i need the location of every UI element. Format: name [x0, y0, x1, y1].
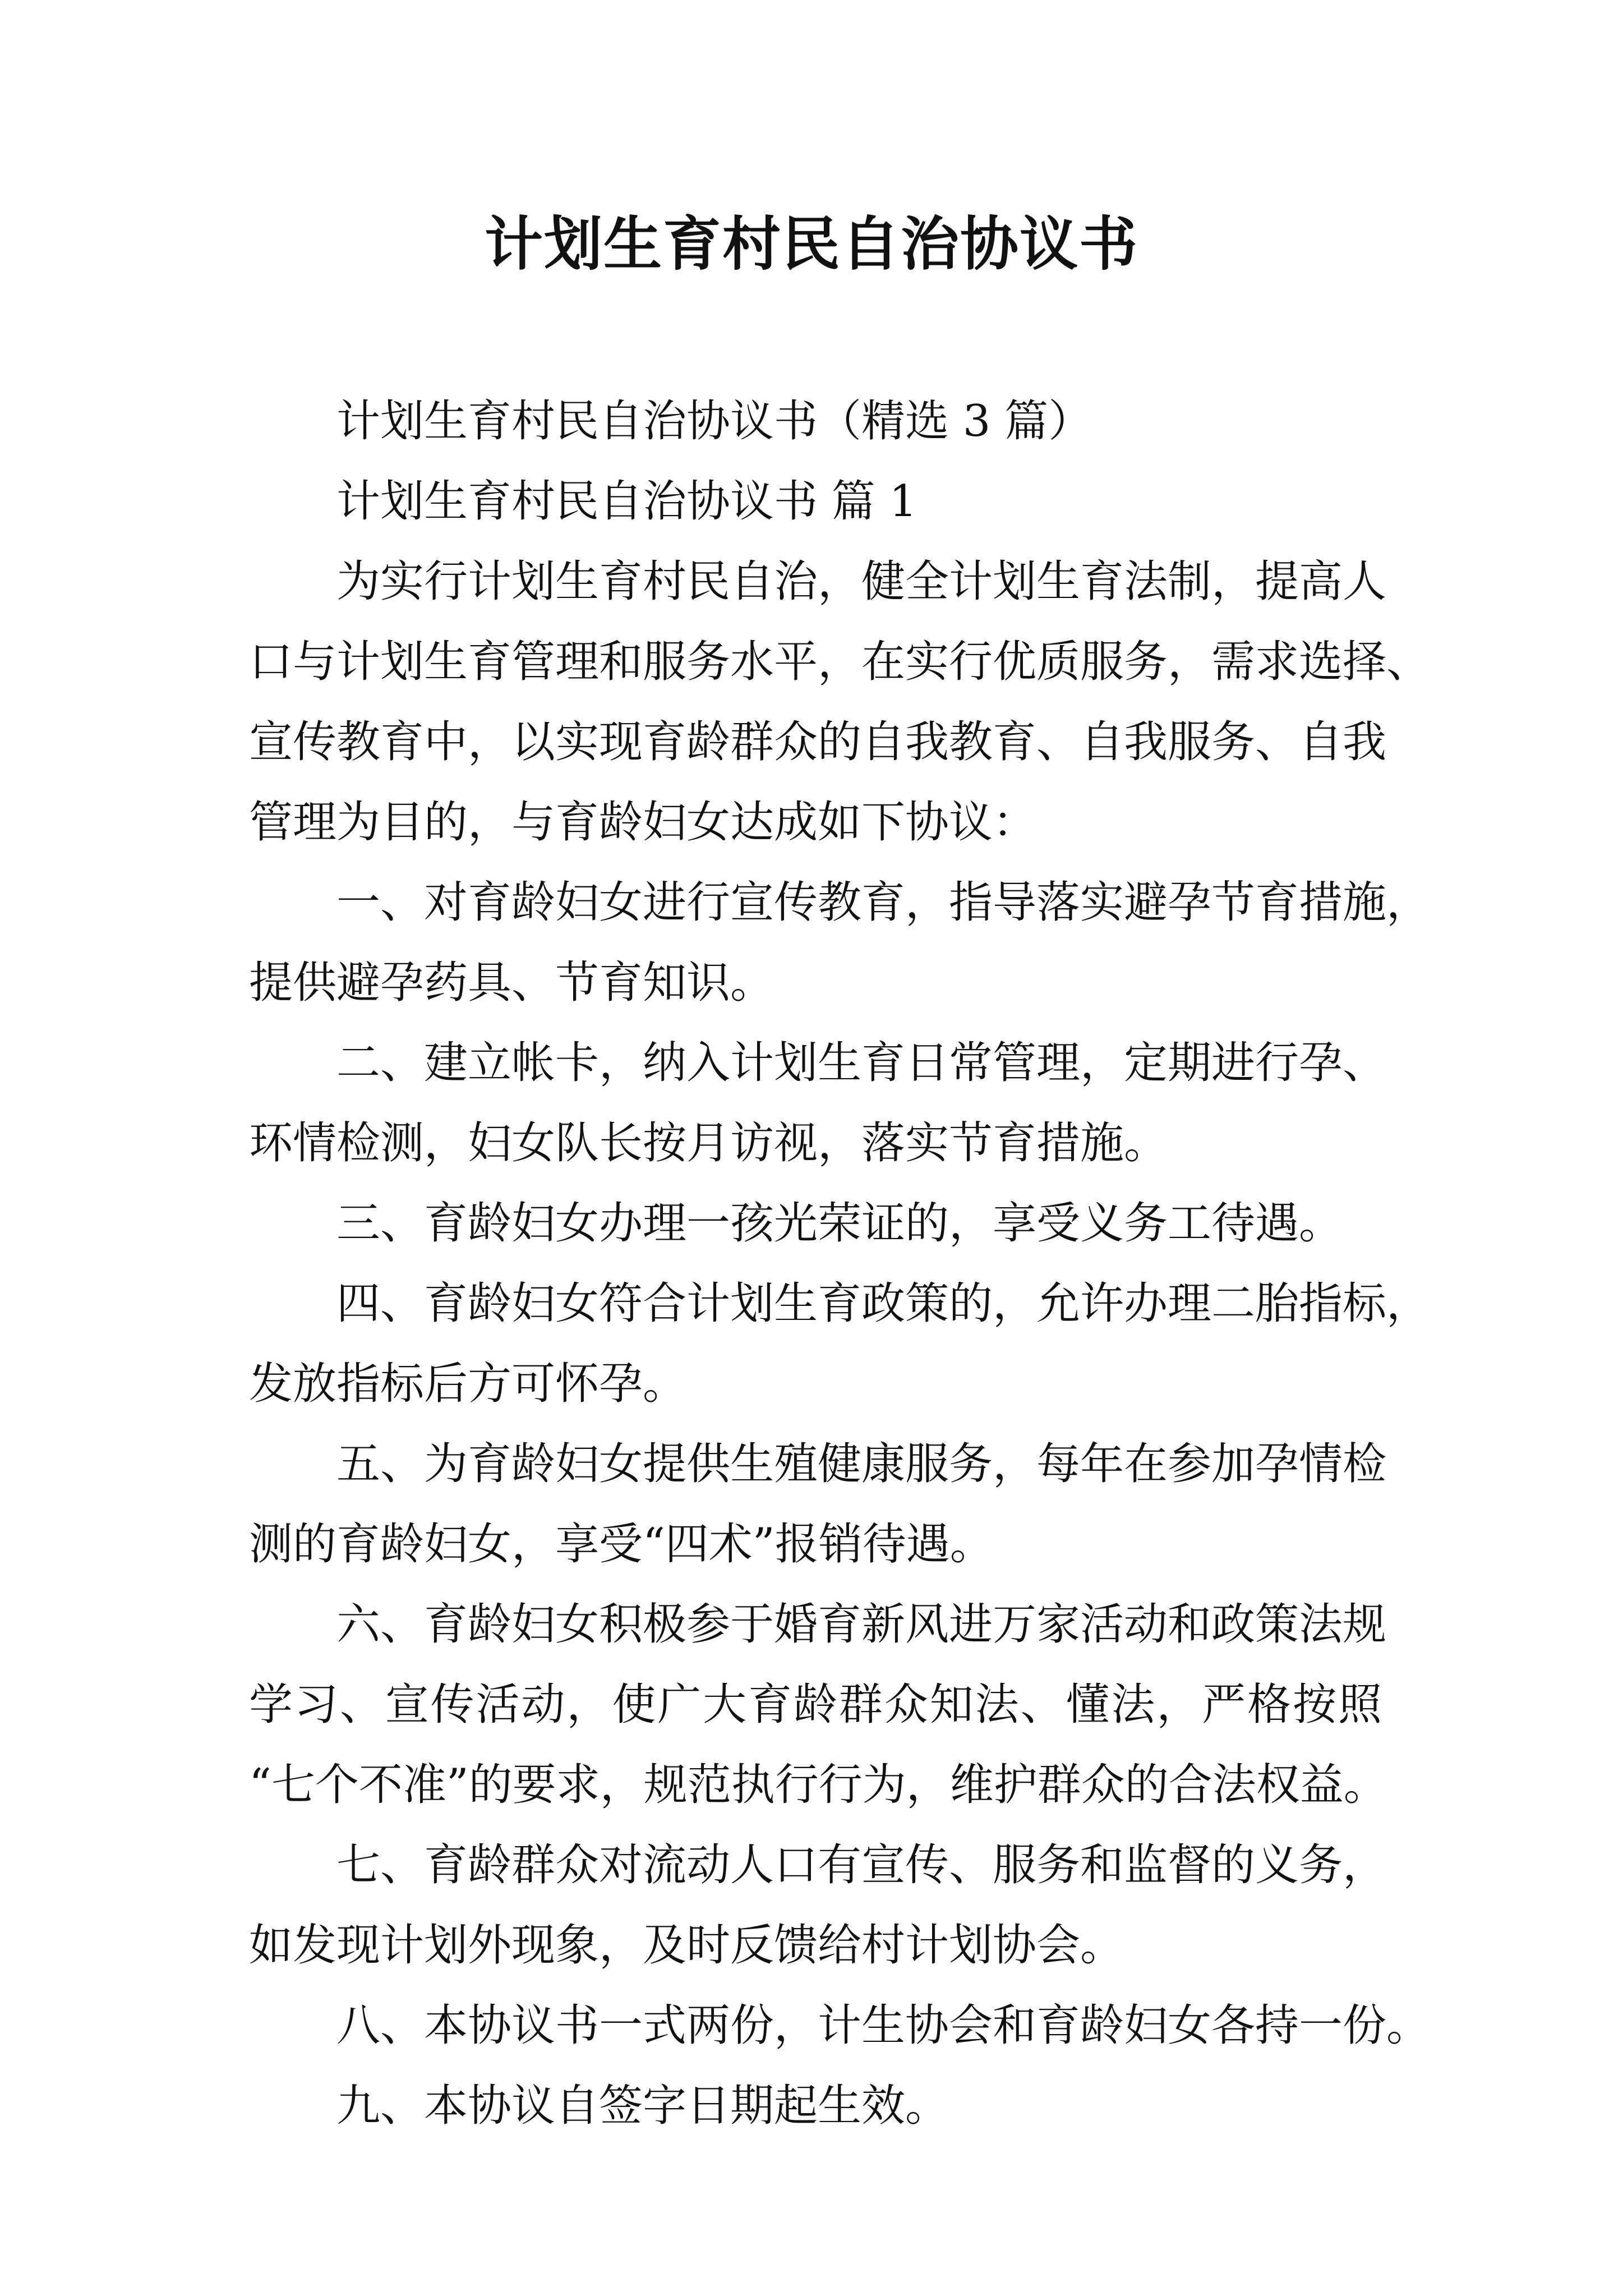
- body-text-line: 环情检测，妇女队长按月访视，落实节育措施。: [249, 1118, 1168, 1168]
- body-text-line: 六、育龄妇女积极参于婚育新风进万家活动和政策法规: [336, 1599, 1387, 1650]
- body-text-line: 学习、宣传活动，使广大育龄群众知法、懂法，严格按照: [249, 1680, 1382, 1730]
- body-text-line: 发放指标后方可怀孕。: [249, 1359, 687, 1409]
- body-text-line: 三、育龄妇女办理一孩光荣证的，享受义务工待遇。: [336, 1198, 1343, 1249]
- body-text-line: 宣传教育中，以实现育龄群众的自我教育、自我服务、自我: [249, 717, 1387, 767]
- body-text-line: 四、育龄妇女符合计划生育政策的，允许办理二胎指标，: [336, 1278, 1431, 1329]
- body-text-line: 口与计划生育管理和服务水平，在实行优质服务，需求选择、: [249, 637, 1431, 687]
- body-text-line: 计划生育村民自治协议书 篇 1: [336, 476, 917, 527]
- body-text-line: 提供避孕药具、节育知识。: [249, 958, 774, 1008]
- body-text-line: 一、对育龄妇女进行宣传教育，指导落实避孕节育措施，: [336, 877, 1431, 928]
- body-text-line: 为实行计划生育村民自治，健全计划生育法制，提高人: [336, 556, 1387, 607]
- document-body: [249, 381, 1431, 2146]
- body-text-line: 测的育龄妇女，享受“四术”报销待遇。: [249, 1519, 994, 1570]
- body-text-line: 二、建立帐卡，纳入计划生育日常管理，定期进行孕、: [336, 1038, 1387, 1088]
- body-text-line: 九、本协议自签字日期起生效。: [336, 2081, 949, 2131]
- body-text-line: 八、本协议书一式两份，计生协会和育龄妇女各持一份。: [336, 2000, 1431, 2051]
- body-text-line: 计划生育村民自治协议书（精选 3 篇）: [336, 396, 1092, 447]
- body-text-line: 如发现计划外现象，及时反馈给村计划协会。: [249, 1920, 1124, 1971]
- body-text-line: 管理为目的，与育龄妇女达成如下协议：: [249, 797, 1037, 848]
- body-text-line: 五、为育龄妇女提供生殖健康服务，每年在参加孕情检: [336, 1439, 1387, 1489]
- body-text-line: 七、育龄群众对流动人口有宣传、服务和监督的义务，: [336, 1840, 1387, 1890]
- document-title: 计划生育村民自治协议书: [484, 209, 1138, 278]
- body-text-line: “七个不准”的要求，规范执行行为，维护群众的合法权益。: [249, 1760, 1387, 1810]
